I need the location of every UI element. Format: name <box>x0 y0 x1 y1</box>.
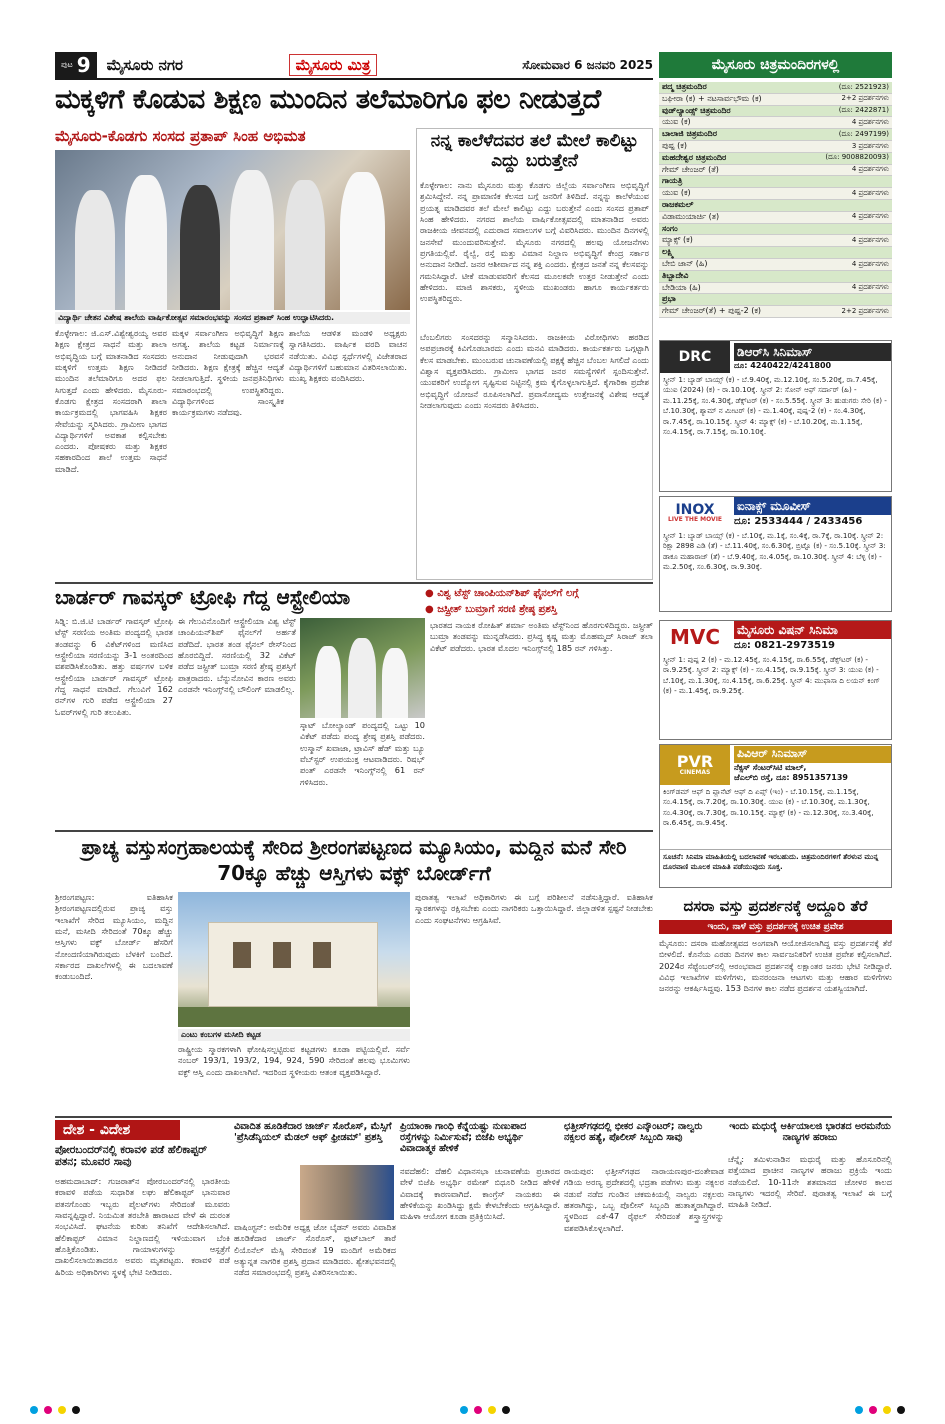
cinema-hall-row <box>659 176 892 188</box>
museum-headline: ಪ್ರಾಚ್ಯ ವಸ್ತುಸಂಗ್ರಹಾಲಯಕ್ಕೆ ಸೇರಿದ ಶ್ರೀರಂಗಪಟ್ಟಣದ ಮ್ಯೂಸಿಯಂ, ಮದ್ದಿನ ಮನೆ ಸೇರಿ 70ಕ್ಕೂ ಹೆಚ್ಚು ಆಸ್ತಿಗಳು ವಕ್ಫ್ ಬೋರ್ಡ್‌ಗೆ <box>81 835 627 885</box>
cinema-movie-row <box>659 283 892 295</box>
lead-headline: ಮಕ್ಕಳಿಗೆ ಕೊಡುವ ಶಿಕ್ಷಣ ಮುಂದಿನ ತಲೆಮಾರಿಗೂ ಫಲ ನೀಡುತ್ತದೆ <box>55 84 601 115</box>
cricket-headline: ಬಾರ್ಡರ್ ಗಾವಸ್ಕರ್ ಟ್ರೋಫಿ ಗೆದ್ದ ಆಸ್ಟ್ರೇಲಿಯಾ <box>55 585 351 609</box>
lead-subheadline: ಮೈಸೂರು-ಕೊಡಗು ಸಂಸದ ಪ್ರತಾಪ್ ಸಿಂಹ ಅಭಿಮತ <box>55 127 306 145</box>
mvc-phone: ದೂ: 0821-2973519 <box>734 640 836 652</box>
cinema-note: ಸೂಚನೆ: ಸಿನಿಮಾ ಮಾಹಿತಿಯಲ್ಲಿ ಬದಲಾವಣೆ ಇರಬಹುದು. ಚಿತ್ರಮಂದಿರಗಳಿಗೆ ತೆರಳುವ ಮುನ್ನ ದೂರವಾಣಿ ಮೂಲಕ ಮಾಹಿತಿ ಪಡೆಯುವುದು ಸೂಕ್ತ. <box>660 849 891 887</box>
cinema-movie-row <box>659 235 892 247</box>
cinema-hall-row <box>659 294 892 306</box>
world-s4-body: ರಾಯಪುರ: ಛತ್ತೀಸ್‌ಗಢದ ನಾರಾಯಣಪುರ-ದಂತೇವಾಡ ಗಡಿಯ ಅರಣ್ಯ ಪ್ರದೇಶದಲ್ಲಿ ಭದ್ರತಾ ಪಡೆಗಳು ಮತ್ತು ನಕ್ಸಲರ ನಡುವೆ ನಡೆದ ಗುಂಡಿನ ಚಕಮಕಿಯಲ್ಲಿ ನಾಲ್ವರು ನಕ್ಸಲರು ಹತರಾಗಿದ್ದು, ಒಬ್ಬ ಪೊಲೀಸ್ ಸಿಬ್ಬಂದಿ ಹುತಾತ್ಮರಾಗಿದ್ದಾರೆ. ಸ್ಥಳದಿಂದ ಎಕೆ-47 ರೈಫಲ್ ಸೇರಿದಂತೆ ಶಸ್ತ್ರಾಸ್ತ್ರಗಳನ್ನು ವಶಪಡಿಸಿಕೊಳ್ಳಲಾಗಿದೆ. <box>564 1166 724 1233</box>
cinema-movie-row <box>659 141 892 153</box>
lead-photo <box>55 150 410 310</box>
cinema-hall-name: ಪ್ರಭಾ <box>662 294 676 304</box>
cinema-movie-name: ವಿಡಾಮುಯಾರ್ಚಿ (ತ) <box>662 211 720 221</box>
cinema-hall-row <box>659 106 892 118</box>
world-news-band: ದೇಶ - ವಿದೇಶ <box>55 1120 180 1140</box>
cinema-show-count: 4 ಪ್ರದರ್ಶನಗಳು <box>851 236 889 245</box>
world-s4-headline: ಛತ್ತೀಸ್‌ಗಢದಲ್ಲಿ ಭೀಕರ ಎನ್ಕೌಂಟರ್; ನಾಲ್ವರು ನಕ್ಸಲರ ಹತ್ಯೆ, ಪೊಲೀಸ್ ಸಿಬ್ಬಂದಿ ಸಾವು <box>564 1121 703 1143</box>
dasara-headline: ದಸರಾ ವಸ್ತು ಪ್ರದರ್ಶನಕ್ಕೆ ಅದ್ದೂರಿ ತೆರೆ <box>683 897 868 915</box>
museum-photo <box>178 892 410 1027</box>
masthead <box>55 52 653 80</box>
cinema-show-count: 4 ಪ್ರದರ್ಶನಗಳು <box>851 212 889 221</box>
cinema-hall-name: ರಾಜಕಮಲ್ <box>662 199 694 209</box>
world-s3-headline: ಪ್ರಿಯಾಂಕಾ ಗಾಂಧಿ ಕೆನ್ನೆಯಷ್ಟು ನುಣುಪಾದ ರಸ್ತೆಗಳನ್ನು ನಿರ್ಮಿಸುವೆ; ಬಿಜೆಪಿ ಅಭ್ಯರ್ಥಿ ವಿವಾದಾತ್ಮಕ ಹೇಳಿಕೆ <box>400 1121 527 1154</box>
world-s2-body: ವಾಷಿಂಗ್ಟನ್: ಅಮೆರಿಕ ಅಧ್ಯಕ್ಷ ಜೋ ಬೈಡನ್ ಅವರು ವಿವಾದಿತ ಹೂಡಿಕೆದಾರ ಜಾರ್ಜ್ ಸೊರೊಸ್, ಫುಟ್‌ಬಾಲ್ ತಾರೆ ಲಿಯೊನೆಲ್ ಮೆಸ್ಸಿ ಸೇರಿದಂತೆ 19 ಮಂದಿಗೆ ಅಮೆರಿಕದ ಅತ್ಯುನ್ನತ ನಾಗರಿಕ ಪ್ರಶಸ್ತಿ ಪ್ರದಾನ ಮಾಡಿದರು. ಶ್ವೇತಭವನದಲ್ಲಿ ನಡೆದ ಸಮಾರಂಭದಲ್ಲಿ ಪ್ರಶಸ್ತಿ ವಿತರಿಸಲಾಯಿತು. <box>234 1222 396 1278</box>
cinema-hall-phone: (ದೂ: 2422871) <box>838 106 889 115</box>
divider <box>55 830 653 832</box>
cricket-body-col1: ಸಿಡ್ನಿ: ಬಿ.ಜಿ.ಟಿ ಬಾರ್ಡರ್ ಗಾವಸ್ಕರ್ ಟ್ರೋಫಿ ಟೆಸ್ಟ್ ಸರಣಿಯ ಅಂತಿಮ ಪಂದ್ಯದಲ್ಲಿ ಭಾರತ ತಂಡವನ್ನು 6 ವಿಕೆಟ್‌ಗಳಿಂದ ಮಣಿಸಿದ ಆಸ್ಟ್ರೇಲಿಯಾ ಸರಣಿಯನ್ನು 3-1 ಅಂತರದಿಂದ ವಶಪಡಿಸಿಕೊಂಡಿತು. ಹತ್ತು ವರ್ಷಗಳ ಬಳಿಕ ಆಸ್ಟ್ರೇಲಿಯಾ ಬಾರ್ಡರ್ ಗಾವಸ್ಕರ್ ಟ್ರೋಫಿ ಗೆದ್ದ ಸಾಧನೆ ಮಾಡಿದೆ. ಗೆಲುವಿಗೆ 162 ರನ್‌ಗಳ ಗುರಿ ಪಡೆದ ಆಸ್ಟ್ರೇಲಿಯಾ 27 ಓವರ್‌ಗಳಲ್ಲಿ ಗುರಿ ತಲುಪಿತು. <box>55 616 173 717</box>
lead-body-col2: ಮಕ್ಕಳ ಸರ್ವಾಂಗೀಣ ಅಭಿವೃದ್ಧಿಗೆ ಶಿಕ್ಷಣ ಅಗತ್ಯ. ಶಾಲೆಯ ಕಟ್ಟಡ ನಿರ್ಮಾಣಕ್ಕೆ ಅನುದಾನ ನೀಡುವುದಾಗಿ ಭರವಸೆ ನೀಡಿದರು. ಶಿಕ್ಷಣ ಕ್ಷೇತ್ರಕ್ಕೆ ಹೆಚ್ಚಿನ ಆದ್ಯತೆ ನೀಡಲಾಗುತ್ತಿದೆ. ಸ್ಥಳೀಯ ಜನಪ್ರತಿನಿಧಿಗಳು ಸಮಾರಂಭದಲ್ಲಿ ಉಪಸ್ಥಿತರಿದ್ದರು. ವಿದ್ಯಾರ್ಥಿಗಳಿಂದ ಸಾಂಸ್ಕೃತಿಕ ಕಾರ್ಯಕ್ರಮಗಳು ನಡೆದವು. <box>172 328 284 418</box>
inox-logo <box>660 497 730 529</box>
cinema-hall-row <box>659 247 892 259</box>
cinema-show-count: 4 ಪ್ರದರ್ಶನಗಳು <box>851 165 889 174</box>
museum-body-col1: ಶ್ರೀರಂಗಪಟ್ಟಣ: ಐತಿಹಾಸಿಕ ಶ್ರೀರಂಗಪಟ್ಟಣದಲ್ಲಿರುವ ಪ್ರಾಚ್ಯ ವಸ್ತು ಇಲಾಖೆಗೆ ಸೇರಿದ ಮ್ಯೂಸಿಯಂ, ಮದ್ದಿನ ಮನೆ, ಮಸೀದಿ ಸೇರಿದಂತೆ 70ಕ್ಕೂ ಹೆಚ್ಚು ಆಸ್ತಿಗಳು ವಕ್ಫ್ ಬೋರ್ಡ್ ಹೆಸರಿಗೆ ನೋಂದಣಿಯಾಗಿರುವುದು ಬೆಳಕಿಗೆ ಬಂದಿದೆ. ಸರ್ಕಾರದ ದಾಖಲೆಗಳಲ್ಲಿ ಈ ಬದಲಾವಣೆ ಕಂಡುಬಂದಿದೆ. <box>55 892 173 982</box>
cinema-listings <box>659 82 892 318</box>
cricket-body-col2: ಈ ಗೆಲುವಿನೊಂದಿಗೆ ಆಸ್ಟ್ರೇಲಿಯಾ ವಿಶ್ವ ಟೆಸ್ಟ್ ಚಾಂಪಿಯನ್‌ಶಿಪ್ ಫೈನಲ್‌ಗೆ ಅರ್ಹತೆ ಪಡೆದಿದೆ. ಭಾರತ ತಂಡ ಫೈನಲ್ ರೇಸ್‌ನಿಂದ ಹೊರಬಿದ್ದಿದೆ. ಸರಣಿಯಲ್ಲಿ 32 ವಿಕೆಟ್ ಪಡೆದ ಜಸ್ಪ್ರೀತ್ ಬುಮ್ರಾ ಸರಣಿ ಶ್ರೇಷ್ಠ ಪ್ರಶಸ್ತಿಗೆ ಪಾತ್ರರಾದರು. ಬೆನ್ನುನೋವಿನ ಕಾರಣ ಅವರು ಎರಡನೇ ಇನಿಂಗ್ಸ್‌ನಲ್ಲಿ ಬೌಲಿಂಗ್ ಮಾಡಲಿಲ್ಲ. <box>178 616 296 694</box>
cinema-show-count: 4 ಪ್ರದರ್ಶನಗಳು <box>851 118 889 127</box>
cinema-hall-name: ಲಕ್ಷ್ಮಿ <box>662 247 674 257</box>
cinema-show-count: 2+2 ಪ್ರದರ್ಶನಗಳು <box>841 94 889 103</box>
cinema-listings-header: ಮೈಸೂರು ಚಿತ್ರಮಂದಿರಗಳಲ್ಲಿ <box>659 52 892 78</box>
cinema-hall-name: ವುಡ್‌ಲ್ಯಾಂಡ್ಸ್ ಚಿತ್ರಮಂದಿರ <box>662 105 731 115</box>
cinema-show-count: 4 ಪ್ರದರ್ಶನಗಳು <box>851 188 889 197</box>
pvr-name: ಪಿವಿಆರ್ ಸಿನಿಮಾಸ್ <box>734 746 891 763</box>
pvr-logo <box>660 745 730 785</box>
page-number-tag <box>55 52 97 78</box>
cinema-hall-row <box>659 129 892 141</box>
cricket-point-1: ● ವಿಶ್ವ ಟೆಸ್ಟ್ ಚಾಂಪಿಯನ್‌ಶಿಪ್ ಫೈನಲ್‌ಗೆ ಲಗ್ಗೆ <box>425 588 579 599</box>
cinema-movie-name: ಗೇಮ್ ಚೇಂಜರ್ (ತೆ) <box>662 164 719 174</box>
cinema-hall-phone: (ದೂ: 9008820093) <box>825 153 889 162</box>
cinema-movie-row <box>659 259 892 271</box>
cinema-hall-name: ತಿಬ್ಬಾದೇವಿ <box>662 270 689 280</box>
section-name: ಮೈಸೂರು ನಗರ <box>106 55 183 74</box>
cricket-body-col3: ಸ್ಕಾಟ್ ಬೋಲ್ಯಾಂಡ್ ಪಂದ್ಯದಲ್ಲಿ ಒಟ್ಟು 10 ವಿಕೆಟ್ ಪಡೆದು ಪಂದ್ಯ ಶ್ರೇಷ್ಠ ಪ್ರಶಸ್ತಿ ಪಡೆದರು. ಉಸ್ಮಾನ್ ಖವಾಜಾ, ಟ್ರಾವಿಸ್ ಹೆಡ್ ಮತ್ತು ಬ್ಯೂ ವೆಬ್‌ಸ್ಟರ್ ಉಪಯುಕ್ತ ಆಟವಾಡಿದರು. ರಿಷಭ್ ಪಂತ್ ಎರಡನೇ ಇನಿಂಗ್ಸ್‌ನಲ್ಲಿ 61 ರನ್ ಗಳಿಸಿದರು. <box>300 720 425 787</box>
drc-showtimes: ಸ್ಕ್ರೀನ್ 1: ಬ್ಯಾಡ್ ಬಾಯ್ಸ್ (ಕ) - ಬೆ.9.40ಕ್ಕೆ, ಮ.12.10ಕ್ಕೆ, ಸಂ.5.20ಕ್ಕೆ, ರಾ.7.45ಕ್ಕೆ, ಯುಐ (2024) (ಕ) - ರಾ.10.10ಕ್ಕೆ. ಸ್ಕ್ರೀನ್ 2: ಸೋನ್ ಆಫ್ ಸರ್ದಾರ್ (ಹಿ) - ಮ.11.25ಕ್ಕೆ, ಸಂ.4.30ಕ್ಕೆ, ಡೆಕ್ಸ್‌ಟರ್ (ಕ) - ಸಂ.5.55ಕ್ಕೆ. ಸ್ಕ್ರೀನ್ 3: ಹುಡುಗರು ಸೇರಿ (ಕ) - ಬೆ.10.30ಕ್ಕೆ, ಶ್ಯಾಮ್ ನ ಮೀಟರ್ (ಕ) - ಮ.1.40ಕ್ಕೆ, ಪುಷ್ಪ-2 (ಕ) - ಸಂ.4.30ಕ್ಕೆ, ರಾ.7.45ಕ್ಕೆ, ರಾ.10.15ಕ್ಕೆ. ಸ್ಕ್ರೀನ್ 4: ಮ್ಯಾಕ್ಸ್ (ಕ) - ಬೆ.10.20ಕ್ಕೆ, ಮ.1.15ಕ್ಕೆ, ಸಂ.4.15ಕ್ಕೆ, ರಾ.7.15ಕ್ಕೆ, ರಾ.10.10ಕ್ಕೆ. <box>663 375 887 437</box>
cinema-movie-name: ಯುಐ (ಕ) <box>662 188 691 198</box>
cinema-movie-row <box>659 306 892 318</box>
cinema-movie-row <box>659 117 892 129</box>
cinema-hall-phone: (ದೂ: 2521923) <box>838 82 889 91</box>
world-s5-body: ಚೆನ್ನೈ: ತಮಿಳುನಾಡಿನ ಮಧುರೈ ಮತ್ತು ಹೊಸೂರಿನಲ್ಲಿ ಪತ್ತೆಯಾದ ಪ್ರಾಚೀನ ನಾಣ್ಯಗಳ ಹರಾಜು ಪ್ರಕ್ರಿಯೆ ಇಂದು ನಡೆಯಲಿದೆ. 10-11ನೇ ಶತಮಾನದ ಚೋಳರ ಕಾಲದ ನಾಣ್ಯಗಳು ಇದರಲ್ಲಿ ಸೇರಿವೆ. ಪುರಾತತ್ವ ಇಲಾಖೆ ಈ ಬಗ್ಗೆ ಮಾಹಿತಿ ನೀಡಿದೆ. <box>728 1154 892 1210</box>
lead-photo-caption: ವಿದ್ಯಾರ್ಥಿ ಚೇತನ ವಿಶೇಷ ಶಾಲೆಯ ವಾರ್ಷಿಕೋತ್ಸವ ಸಮಾರಂಭವನ್ನು ಸಂಸದ ಪ್ರತಾಪ್ ಸಿಂಹ ಉದ್ಘಾಟಿಸಿದರು. <box>55 312 410 324</box>
cinema-movie-name: ಯುಐ (ಕ) <box>662 117 691 127</box>
cinema-movie-name: ಬೇಬಿ ಜಾನ್ (ಹಿ) <box>662 258 708 268</box>
dasara-subheadline: ಇಂದು, ನಾಳೆ ವಸ್ತು ಪ್ರದರ್ಶನಕ್ಕೆ ಉಚಿತ ಪ್ರವೇಶ <box>659 920 892 934</box>
cricket-photo <box>300 618 425 718</box>
cinema-hall-name: ಪದ್ಮ ಚಿತ್ರಮಂದಿರ <box>662 82 707 91</box>
cinema-movie-row <box>659 94 892 106</box>
pvr-phone: ಜೆಎಲ್‌ಬಿ ರಸ್ತೆ, ದೂ: 8951357139 <box>734 773 848 783</box>
color-registration-marks-center <box>460 1406 510 1414</box>
pvr-showtimes: ಕಿಂಗ್‌ಡಮ್ ಆಫ್ ದಿ ಪ್ಲಾನೆಟ್ ಆಫ್ ದಿ ಏಪ್ಸ್ (ಇಂ) - ಬೆ.10.15ಕ್ಕೆ, ಮ.1.15ಕ್ಕೆ, ಸಂ.4.15ಕ್ಕೆ, ರಾ.7.20ಕ್ಕೆ, ರಾ.10.30ಕ್ಕೆ. ಯುಐ (ಕ) - ಬೆ.10.30ಕ್ಕೆ, ಮ.1.30ಕ್ಕೆ, ಸಂ.4.30ಕ್ಕೆ, ರಾ.7.30ಕ್ಕೆ, ರಾ.10.15ಕ್ಕೆ. ಮ್ಯಾಕ್ಸ್ (ಕ) - ಮ.12.30ಕ್ಕೆ, ಸಂ.3.40ಕ್ಕೆ, ರಾ.6.45ಕ್ಕೆ, ರಾ.9.45ಕ್ಕೆ. <box>663 787 874 828</box>
cinema-show-count: 2+2 ಪ್ರದರ್ಶನಗಳು <box>841 306 889 315</box>
side-story-body-2: ಬೆಂಬಲಿಗರು ಸಂಸದರನ್ನು ಸನ್ಮಾನಿಸಿದರು. ರಾಜಕೀಯ ವಿರೋಧಿಗಳು ಹರಡಿದ ಅಪಪ್ರಚಾರಕ್ಕೆ ಕಿವಿಗೊಡಬಾರದು ಎಂದು ಮನವಿ ಮಾಡಿದರು. ಕಾರ್ಯಕರ್ತರು ಒಗ್ಗಟ್ಟಾಗಿ ಕೆಲಸ ಮಾಡಬೇಕು. ಮುಂಬರುವ ಚುನಾವಣೆಯಲ್ಲಿ ಪಕ್ಷಕ್ಕೆ ಹೆಚ್ಚಿನ ಬೆಂಬಲ ಸಿಗಲಿದೆ ಎಂದು ವಿಶ್ವಾಸ ವ್ಯಕ್ತಪಡಿಸಿದರು. ಗ್ರಾಮೀಣ ಭಾಗದ ಜನರ ಸಮಸ್ಯೆಗಳಿಗೆ ಸ್ಪಂದಿಸುತ್ತೇನೆ. ಯುವಕರಿಗೆ ಉದ್ಯೋಗ ಸೃಷ್ಟಿಸುವ ನಿಟ್ಟಿನಲ್ಲಿ ಕ್ರಮ ಕೈಗೊಳ್ಳಲಾಗುತ್ತಿದೆ. ಕೈಗಾರಿಕಾ ಪ್ರದೇಶ ಅಭಿವೃದ್ಧಿಗೆ ಯೋಜನೆ ರೂಪಿಸಲಾಗಿದೆ. ಪ್ರವಾಸೋದ್ಯಮ ಉತ್ತೇಜನಕ್ಕೆ ವಿಶೇಷ ಆದ್ಯತೆ ನೀಡಲಾಗುವುದು ಎಂದು ಸಂಸದರು ತಿಳಿಸಿದರು. <box>420 332 649 410</box>
mvc-name: ಮೈಸೂರು ವಿಷನ್ ಸಿನಿಮಾ <box>734 621 891 639</box>
cinema-hall-name: ಬಾಲಾಜಿ ಚಿತ್ರಮಂದಿರ <box>662 129 717 139</box>
pvr-box <box>659 744 892 888</box>
cinema-hall-row <box>659 82 892 94</box>
cinema-hall-phone: (ದೂ: 2497199) <box>838 129 889 138</box>
cinema-movie-row <box>659 212 892 224</box>
inox-box <box>659 496 892 612</box>
drc-cinemas-box <box>659 340 892 492</box>
drc-name: ಡಿಆರ್‌ಸಿ ಸಿನಿಮಾಸ್ <box>734 343 891 361</box>
side-story-headline: ನನ್ನ ಕಾಲೆಳೆದವರ ತಲೆ ಮೇಲೆ ಕಾಲಿಟ್ಟು ಎದ್ದು ಬರುತ್ತೇನೆ <box>430 131 639 171</box>
lead-body-col3: ಶಾಲೆಯ ಆಡಳಿತ ಮಂಡಳಿ ಅಧ್ಯಕ್ಷರು ಸ್ವಾಗತಿಸಿದರು. ವಾರ್ಷಿಕ ವರದಿ ವಾಚನ ನಡೆಯಿತು. ವಿವಿಧ ಸ್ಪರ್ಧೆಗಳಲ್ಲಿ ವಿಜೇತರಾದ ವಿದ್ಯಾರ್ಥಿಗಳಿಗೆ ಬಹುಮಾನ ವಿತರಿಸಲಾಯಿತು. ಮುಖ್ಯ ಶಿಕ್ಷಕರು ವಂದಿಸಿದರು. <box>289 328 407 384</box>
museum-body-col2: ರಾಷ್ಟ್ರೀಯ ಸ್ಮಾರಕಗಳಾಗಿ ಘೋಷಿಸಲ್ಪಟ್ಟಿರುವ ಕಟ್ಟಡಗಳು ಕೂಡಾ ಪಟ್ಟಿಯಲ್ಲಿವೆ. ಸರ್ವೆ ನಂಬರ್ 193/1, 193/2, 194, 924, 590 ಸೇರಿದಂತೆ ಹಲವು ಭೂಮಿಗಳು ವಕ್ಫ್ ಆಸ್ತಿ ಎಂದು ದಾಖಲಾಗಿವೆ. ಇದರಿಂದ ಸ್ಥಳೀಯರು ಆತಂಕ ವ್ಯಕ್ತಪಡಿಸಿದ್ದಾರೆ. <box>178 1044 410 1077</box>
world-s5-headline: ಇಂದು ಮಧುರೈ ಆರ್ಕಿಯಾಲಜಿ ಭಾರತದ ಅರಮನೆಯ ನಾಣ್ಯಗಳ ಹರಾಜು <box>729 1121 891 1143</box>
cinema-hall-name: ಸಂಗಂ <box>662 223 678 233</box>
cinema-hall-name: ಮಹದೇಶ್ವರ ಚಿತ್ರಮಂದಿರ <box>662 152 727 162</box>
color-registration-marks-right <box>855 1406 905 1414</box>
cinema-movie-row <box>659 165 892 177</box>
color-registration-marks-left <box>30 1406 80 1414</box>
cinema-hall-name: ಗಾಯತ್ರಿ <box>662 176 683 186</box>
cricket-point-2: ● ಜಸ್ಪ್ರೀತ್ ಬುಮ್ರಾಗೆ ಸರಣಿ ಶ್ರೇಷ್ಠ ಪ್ರಶಸ್ತಿ <box>425 604 558 615</box>
cinema-hall-row <box>659 200 892 212</box>
cricket-body-col4: ಭಾರತದ ನಾಯಕ ರೋಹಿತ್ ಶರ್ಮಾ ಅಂತಿಮ ಟೆಸ್ಟ್‌ನಿಂದ ಹೊರಗುಳಿದಿದ್ದರು. ಜಸ್ಪ್ರೀತ್ ಬುಮ್ರಾ ತಂಡವನ್ನು ಮುನ್ನಡೆಸಿದರು. ಪ್ರಸಿದ್ಧ ಕೃಷ್ಣ ಮತ್ತು ಮೊಹಮ್ಮದ್ ಸಿರಾಜ್ ತಲಾ ವಿಕೆಟ್ ಪಡೆದರು. ಭಾರತ ಮೊದಲ ಇನಿಂಗ್ಸ್‌ನಲ್ಲಿ 185 ರನ್ ಗಳಿಸಿತ್ತು. <box>430 620 653 653</box>
inox-logo-text: INOX <box>675 502 715 518</box>
cinema-movie-name: ಬೇಡಿಯಾ (ಹಿ) <box>662 282 701 292</box>
inox-name: ಐನಾಕ್ಸ್ ಮೂವೀಸ್ <box>734 497 891 515</box>
cinema-movie-name: ಗೇಮ್ ಚೇಂಜರ್(ತೆ) + ಪುಷ್ಪ-2 (ಕ) <box>662 306 762 316</box>
side-story-body: ಕೊಳ್ಳೇಗಾಲ: ನಾನು ಮೈಸೂರು ಮತ್ತು ಕೊಡಗು ಜಿಲ್ಲೆಯ ಸರ್ವಾಂಗೀಣ ಅಭಿವೃದ್ಧಿಗೆ ಶ್ರಮಿಸಿದ್ದೇನೆ. ನನ್ನ ಪ್ರಾಮಾಣಿಕ ಕೆಲಸದ ಬಗ್ಗೆ ಜನರಿಗೆ ತಿಳಿದಿದೆ. ನನ್ನನ್ನು ಕಾಲೆಳೆಯುವ ಪ್ರಯತ್ನ ಮಾಡಿದವರ ತಲೆ ಮೇಲೆ ಕಾಲಿಟ್ಟು ಎದ್ದು ಬರುತ್ತೇನೆ ಎಂದು ಸಂಸದ ಪ್ರತಾಪ್ ಸಿಂಹ ಹೇಳಿದರು. ನಗರದ ಶಾಲೆಯ ವಾರ್ಷಿಕೋತ್ಸವದಲ್ಲಿ ಮಾತನಾಡಿದ ಅವರು ರಾಜಕೀಯ ಜೀವನದಲ್ಲಿ ಎದುರಾದ ಸವಾಲುಗಳ ಬಗ್ಗೆ ವಿವರಿಸಿದರು. ಮುಂದಿನ ದಿನಗಳಲ್ಲಿ ಜನಸೇವೆ ಮುಂದುವರಿಸುತ್ತೇನೆ. ಮೈಸೂರು ನಗರದಲ್ಲಿ ಹಲವು ಯೋಜನೆಗಳು ಪ್ರಗತಿಯಲ್ಲಿವೆ. ರೈಲ್ವೆ, ರಸ್ತೆ ಮತ್ತು ವಿಮಾನ ನಿಲ್ದಾಣ ಅಭಿವೃದ್ಧಿಗೆ ಕೇಂದ್ರ ಸರ್ಕಾರ ಅನುದಾನ ನೀಡಿದೆ. ಜನರ ಆಶೀರ್ವಾದ ನನ್ನ ಶಕ್ತಿ ಎಂದರು. ಕ್ಷೇತ್ರದ ಜನತೆ ನನ್ನ ಕೆಲಸವನ್ನು ಗಮನಿಸಿದ್ದಾರೆ. ಟೀಕೆ ಮಾಡುವವರಿಗೆ ಕೆಲಸದ ಮೂಲಕವೇ ಉತ್ತರ ನೀಡುತ್ತೇನೆ ಎಂದು ಹೇಳಿದರು. ಮಾಜಿ ಶಾಸಕರು, ಸ್ಥಳೀಯ ಮುಖಂಡರು ಹಾಗೂ ಕಾರ್ಯಕರ್ತರು ಉಪಸ್ಥಿತರಿದ್ದರು. <box>420 180 649 304</box>
page-label: ಪುಟ <box>61 59 73 69</box>
world-s1-headline: ಪೋರಬಂದರ್‌ನಲ್ಲಿ ಕರಾವಳಿ ಪಡೆ ಹೆಲಿಕಾಪ್ಟರ್ ಪತನ; ಮೂವರ ಸಾವು <box>55 1144 208 1169</box>
divider <box>55 582 653 584</box>
issue-date: ಸೋಮವಾರ 6 ಜನವರಿ 2025 <box>522 57 653 72</box>
inox-logo-sub: LIVE THE MOVIE <box>667 516 723 523</box>
cinema-movie-name: ಪುಷ್ಪ (ಕ) <box>662 140 687 150</box>
cinema-movie-row <box>659 188 892 200</box>
cinema-show-count: 3 ಪ್ರದರ್ಶನಗಳು <box>851 141 889 150</box>
pvr-logo-sub: CINEMAS <box>679 769 711 776</box>
cinema-show-count: 4 ಪ್ರದರ್ಶನಗಳು <box>851 283 889 292</box>
cinema-movie-name: ಬಘೀರಾ (ಕ) + ನಟಸಾರ್ವಭೌಮ (ಕ) <box>662 93 762 103</box>
cinema-show-count: 4 ಪ್ರದರ್ಶನಗಳು <box>851 259 889 268</box>
page-number: 9 <box>76 52 91 77</box>
museum-photo-caption: ಎಂಟು ಕಂಬಗಳ ಮಸೀದಿ ಕಟ್ಟಡ <box>178 1029 410 1041</box>
cinema-hall-row <box>659 224 892 236</box>
cinema-movie-name: ಮ್ಯಾಕ್ಸ್ (ಕ) <box>662 235 693 245</box>
pvr-logo-text: PVR <box>676 752 714 771</box>
mvc-logo: MVC <box>660 621 730 653</box>
dasara-body: ಮೈಸೂರು: ದಸರಾ ಮಹೋತ್ಸವದ ಅಂಗವಾಗಿ ಆಯೋಜಿಸಲಾಗಿದ್ದ ವಸ್ತು ಪ್ರದರ್ಶನಕ್ಕೆ ತೆರೆ ಬೀಳಲಿದೆ. ಕೊನೆಯ ಎರಡು ದಿನಗಳ ಕಾಲ ಸಾರ್ವಜನಿಕರಿಗೆ ಉಚಿತ ಪ್ರವೇಶ ಕಲ್ಪಿಸಲಾಗಿದೆ. 2024ರ ಸೆಪ್ಟೆಂಬರ್‌ನಲ್ಲಿ ಆರಂಭವಾದ ಪ್ರದರ್ಶನಕ್ಕೆ ಲಕ್ಷಾಂತರ ಜನರು ಭೇಟಿ ನೀಡಿದ್ದಾರೆ. ವಿವಿಧ ಇಲಾಖೆಗಳ ಮಳಿಗೆಗಳು, ಮನರಂಜನಾ ಆಟಗಳು ಮತ್ತು ಆಹಾರ ಮಳಿಗೆಗಳು ಜನರನ್ನು ಆಕರ್ಷಿಸಿದ್ದವು. 153 ದಿನಗಳ ಕಾಲ ನಡೆದ ಪ್ರದರ್ಶನ ಯಶಸ್ವಿಯಾಗಿದೆ. <box>659 938 892 994</box>
world-s1-body: ಅಹಮದಾಬಾದ್: ಗುಜರಾತ್‌ನ ಪೋರಬಂದರ್‌ನಲ್ಲಿ ಭಾರತೀಯ ಕರಾವಳಿ ಪಡೆಯ ಸುಧಾರಿತ ಲಘು ಹೆಲಿಕಾಪ್ಟರ್ ಭಾನುವಾರ ಪತನಗೊಂಡು ಇಬ್ಬರು ಪೈಲಟ್‌ಗಳು ಸೇರಿದಂತೆ ಮೂವರು ಸಾವನ್ನಪ್ಪಿದ್ದಾರೆ. ನಿಯಮಿತ ತರಬೇತಿ ಹಾರಾಟದ ವೇಳೆ ಈ ದುರಂತ ಸಂಭವಿಸಿದೆ. ಘಟನೆಯ ಕುರಿತು ತನಿಖೆಗೆ ಆದೇಶಿಸಲಾಗಿದೆ. ಹೆಲಿಕಾಪ್ಟರ್ ವಿಮಾನ ನಿಲ್ದಾಣದಲ್ಲಿ ಇಳಿಯುವಾಗ ಬೆಂಕಿ ಹೊತ್ತಿಕೊಂಡಿತು. ಗಾಯಾಳುಗಳನ್ನು ಆಸ್ಪತ್ರೆಗೆ ದಾಖಲಿಸಲಾಯಿತಾದರೂ ಅವರು ಮೃತಪಟ್ಟರು. ಕರಾವಳಿ ಪಡೆ ಹಿರಿಯ ಅಧಿಕಾರಿಗಳು ಸ್ಥಳಕ್ಕೆ ಭೇಟಿ ನೀಡಿದರು. <box>55 1176 230 1277</box>
pvr-address: ನೆಕ್ಸಸ್ ಸೆಂಟರ್‌ಸಿಟಿ ಮಾಲ್, <box>734 762 807 772</box>
brand-logo: ಮೈಸೂರು ಮಿತ್ರ <box>289 54 378 76</box>
mvc-showtimes: ಸ್ಕ್ರೀನ್ 1: ಪುಷ್ಪ 2 (ಕ) - ಮ.12.45ಕ್ಕೆ, ಸಂ.4.15ಕ್ಕೆ, ರಾ.6.55ಕ್ಕೆ, ಡೆಕ್ಸ್‌ಟರ್ (ಕ) - ರಾ.9.25ಕ್ಕೆ. ಸ್ಕ್ರೀನ್ 2: ಮ್ಯಾಕ್ಸ್ (ಕ) - ಸಂ.4.15ಕ್ಕೆ, ರಾ.9.15ಕ್ಕೆ. ಸ್ಕ್ರೀನ್ 3: ಯುಐ (ಕ) - ಬೆ.10ಕ್ಕೆ, ಮ.1.30ಕ್ಕೆ, ಸಂ.4.15ಕ್ಕೆ, ರಾ.6.25ಕ್ಕೆ. ಸ್ಕ್ರೀನ್ 4: ಮುಫಾಸಾ ದಿ ಲಯನ್ ಕಿಂಗ್ (ಕ) - ಮ.1.45ಕ್ಕೆ, ರಾ.9.25ಕ್ಕೆ. <box>663 655 881 696</box>
drc-logo: DRC <box>660 341 730 373</box>
world-s3-body: ನವದೆಹಲಿ: ದೆಹಲಿ ವಿಧಾನಸಭಾ ಚುನಾವಣೆಯ ಪ್ರಚಾರದ ವೇಳೆ ಬಿಜೆಪಿ ಅಭ್ಯರ್ಥಿ ರಮೇಶ್ ಬಿಧೂರಿ ನೀಡಿದ ಹೇಳಿಕೆ ವಿವಾದಕ್ಕೆ ಕಾರಣವಾಗಿದೆ. ಕಾಂಗ್ರೆಸ್ ನಾಯಕರು ಈ ಹೇಳಿಕೆಯನ್ನು ಖಂಡಿಸಿದ್ದು ಕ್ಷಮೆ ಕೇಳಬೇಕೆಂದು ಆಗ್ರಹಿಸಿದ್ದಾರೆ. ಮಹಿಳಾ ಆಯೋಗ ಕೂಡಾ ಪ್ರತಿಕ್ರಿಯಿಸಿದೆ. <box>400 1166 560 1222</box>
drc-phone: ದೂ: 4240422/4241800 <box>734 360 832 370</box>
cinema-hall-row <box>659 153 892 165</box>
divider <box>55 1116 892 1118</box>
inox-showtimes: ಸ್ಕ್ರೀನ್ 1: ಬ್ಯಾಡ್ ಬಾಯ್ಸ್ (ಕ) - ಬೆ.10ಕ್ಕೆ, ಮ.1ಕ್ಕೆ, ಸಂ.4ಕ್ಕೆ, ರಾ.7ಕ್ಕೆ, ರಾ.10ಕ್ಕೆ. ಸ್ಕ್ರೀನ್ 2: ರಿಕ್ಷಾ 2898 ಎಡಿ (ತೆ) - ಬೆ.11.40ಕ್ಕೆ, ಸಂ.6.30ಕ್ಕೆ, ಬ್ರಿಟ್ಟೊ (ಕ) - ಸಂ.5.10ಕ್ಕೆ. ಸ್ಕ್ರೀನ್ 3: ಡಾಕೂ ಮಹಾರಾಜ್ (ತೆ) - ಬೆ.9.40ಕ್ಕೆ, ಸಂ.4.05ಕ್ಕೆ, ರಾ.10.30ಕ್ಕೆ. ಸ್ಕ್ರೀನ್ 4: ಬೆಳ್ಳಿ (ಕ) - ಮ.2.50ಕ್ಕೆ, ಸಂ.6.30ಕ್ಕೆ, ರಾ.9.30ಕ್ಕೆ. <box>663 531 886 572</box>
inox-phone: ದೂ: 2533444 / 2433456 <box>734 516 863 528</box>
world-s2-headline: ವಿವಾದಿತ ಹೂಡಿಕೆದಾರ ಜಾರ್ಜ್ ಸೊರೊಸ್, ಮೆಸ್ಸಿಗೆ 'ಪ್ರೆಸಿಡೆನ್ಶಿಯಲ್ ಮೆಡಲ್ ಆಫ್ ಫ್ರೀಡಮ್' ಪ್ರಶಸ್ತಿ <box>234 1121 392 1143</box>
cinema-hall-row <box>659 271 892 283</box>
mvc-box <box>659 620 892 740</box>
world-s2-photo <box>300 1165 394 1220</box>
lead-body-col1: ಕೊಳ್ಳೇಗಾಲ: ಜಿ.ಎಸ್.ವಿಶ್ವೇಶ್ವರಯ್ಯ ಅವರ ಶಿಕ್ಷಣ ಕ್ಷೇತ್ರದ ಸಾಧನೆ ಮತ್ತು ಶಾಲಾ ಅಭಿವೃದ್ಧಿಯ ಬಗ್ಗೆ ಮಾತನಾಡಿದ ಸಂಸದರು ಮಕ್ಕಳಿಗೆ ಉತ್ತಮ ಶಿಕ್ಷಣ ನೀಡಿದರೆ ಮುಂದಿನ ತಲೆಮಾರಿಗೂ ಅದರ ಫಲ ಸಿಗುತ್ತದೆ ಎಂದು ಹೇಳಿದರು. ಮೈಸೂರು-ಕೊಡಗು ಕ್ಷೇತ್ರದ ಸಂಸದರಾಗಿ ಶಾಲಾ ಕಾರ್ಯಕ್ರಮದಲ್ಲಿ ಭಾಗವಹಿಸಿ ಶಿಕ್ಷಕರ ಸೇವೆಯನ್ನು ಸ್ಮರಿಸಿದರು. ಗ್ರಾಮೀಣ ಭಾಗದ ವಿದ್ಯಾರ್ಥಿಗಳಿಗೆ ಅವಕಾಶ ಕಲ್ಪಿಸಬೇಕು ಎಂದರು. ಪೋಷಕರು ಮತ್ತು ಶಿಕ್ಷಕರ ಸಹಕಾರದಿಂದ ಶಾಲೆ ಉತ್ತಮ ಸಾಧನೆ ಮಾಡಿದೆ. <box>55 328 167 474</box>
museum-body-col3: ಪುರಾತತ್ವ ಇಲಾಖೆ ಅಧಿಕಾರಿಗಳು ಈ ಬಗ್ಗೆ ಪರಿಶೀಲನೆ ನಡೆಸುತ್ತಿದ್ದಾರೆ. ಐತಿಹಾಸಿಕ ಸ್ಮಾರಕಗಳನ್ನು ರಕ್ಷಿಸಬೇಕು ಎಂದು ನಾಗರಿಕರು ಒತ್ತಾಯಿಸಿದ್ದಾರೆ. ಜಿಲ್ಲಾಡಳಿತ ಸ್ಪಷ್ಟನೆ ನೀಡಬೇಕು ಎಂದು ಸಂಘಟನೆಗಳು ಆಗ್ರಹಿಸಿವೆ. <box>415 892 653 925</box>
